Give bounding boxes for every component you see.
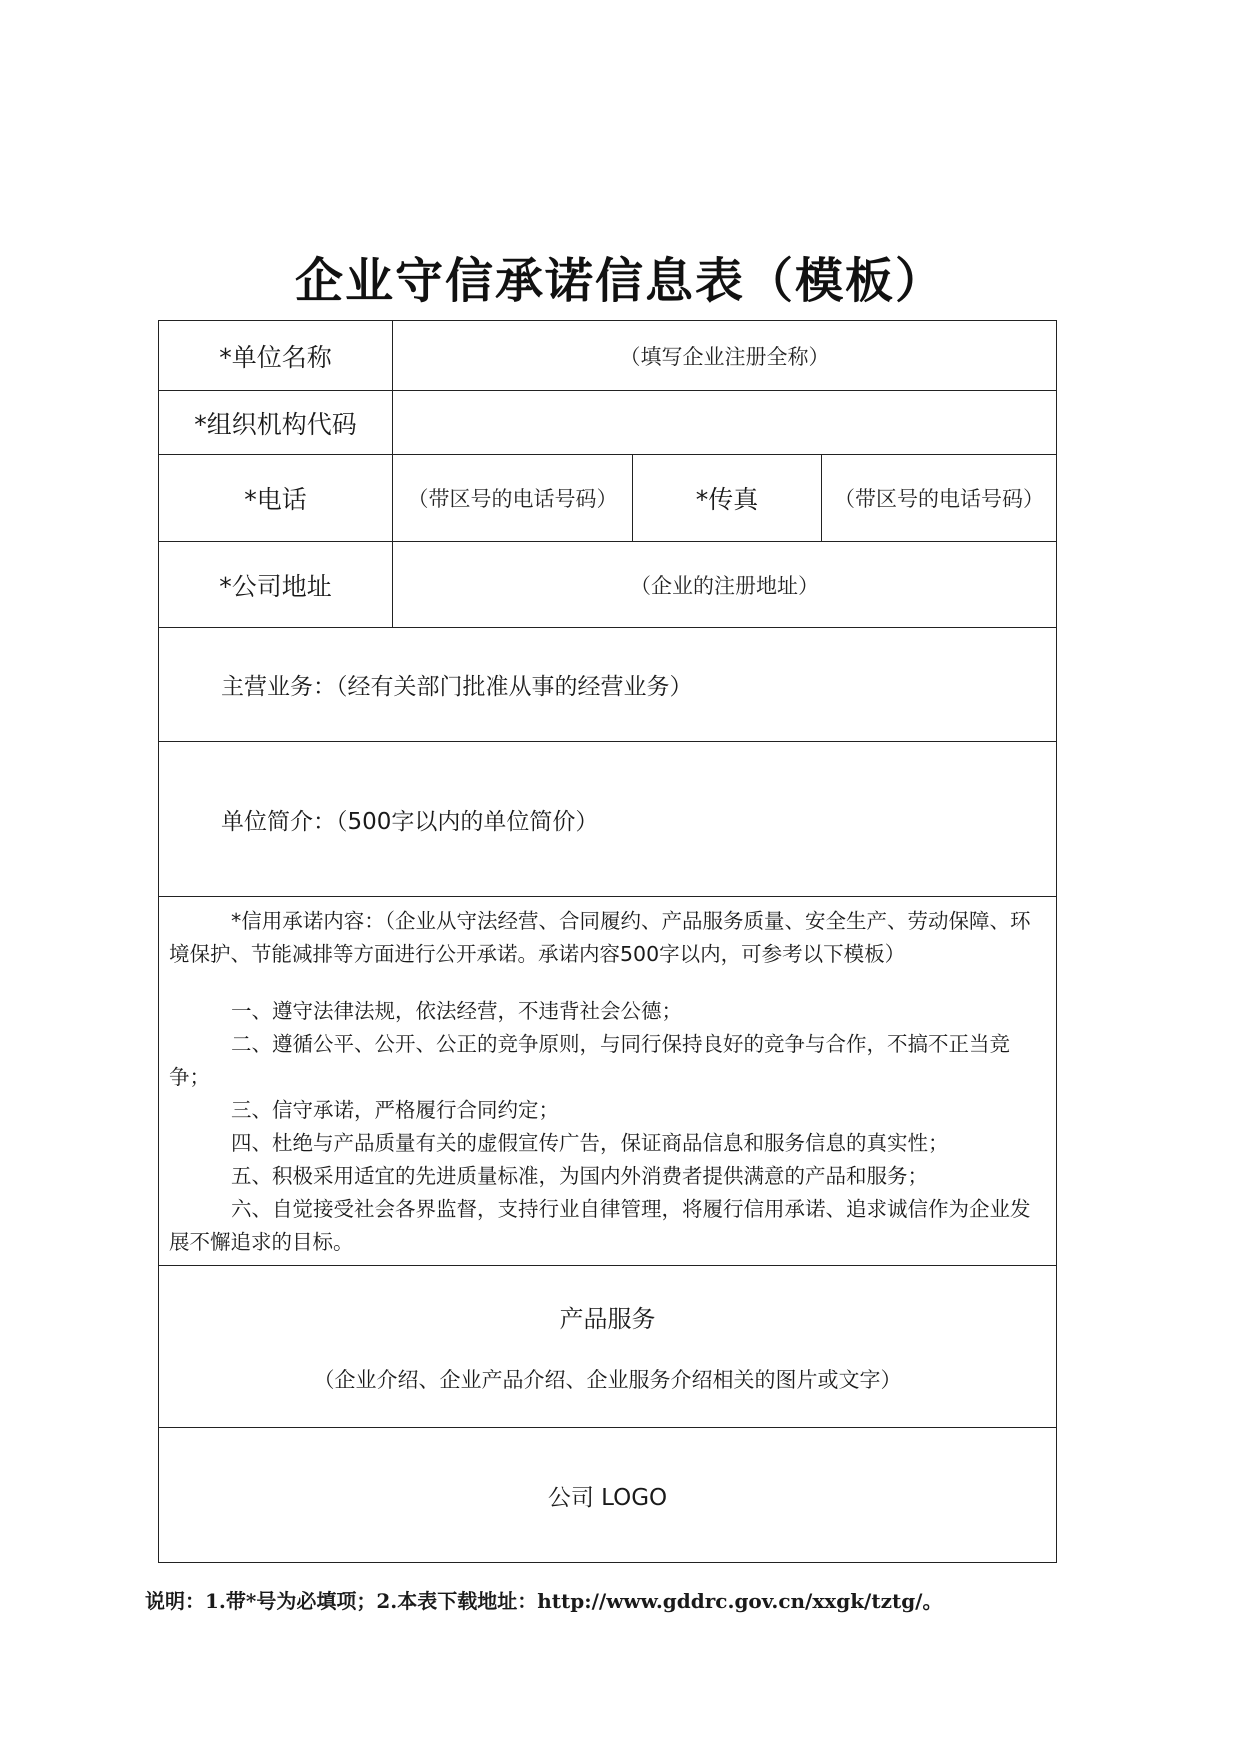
- fax-label: *传真: [633, 455, 822, 542]
- promise-intro: *信用承诺内容：（企业从守法经营、合同履约、产品服务质量、安全生产、劳动保障、环境保护、节能减排等方面进行公开承诺。承诺内容500字以内，可参考以下模板）: [169, 909, 1031, 966]
- row-address: [159, 542, 1057, 628]
- unit-name-label: *单位名称: [159, 321, 393, 391]
- promise-item-2: 二、遵循公平、公开、公正的竞争原则，与同行保持良好的竞争与合作，不搞不正当竞争；: [169, 1032, 1010, 1089]
- row-phone-fax: [159, 455, 1057, 542]
- info-form-table: [158, 320, 1057, 1563]
- promise-item-4: 四、杜绝与产品质量有关的虚假宣传广告，保证商品信息和服务信息的真实性；: [231, 1131, 949, 1155]
- credit-promise-field[interactable]: [159, 897, 1057, 1266]
- promise-item-6: 六、自觉接受社会各界监督，支持行业自律管理，将履行信用承诺、追求诚信作为企业发展不懈追求的目标。: [169, 1197, 1031, 1254]
- promise-item-3: 三、信守承诺，严格履行合同约定；: [231, 1098, 559, 1122]
- fax-field[interactable]: （带区号的电话号码）: [822, 455, 1057, 542]
- address-field[interactable]: （企业的注册地址）: [393, 542, 1057, 628]
- row-org-code: [159, 391, 1057, 455]
- profile-field[interactable]: 单位简介：（500字以内的单位简价）: [159, 742, 1057, 897]
- product-service-field[interactable]: [159, 1266, 1057, 1428]
- main-business-field[interactable]: 主营业务：（经有关部门批准从事的经营业务）: [159, 628, 1057, 742]
- product-service-hint: （企业介绍、企业产品介绍、企业服务介绍相关的图片或文字）: [313, 1368, 902, 1392]
- org-code-label: *组织机构代码: [159, 391, 393, 455]
- document-title: 企业守信承诺信息表（模板）: [294, 253, 945, 309]
- product-service-title: 产品服务: [559, 1305, 656, 1333]
- phone-field[interactable]: （带区号的电话号码）: [393, 455, 633, 542]
- company-logo-field[interactable]: 公司 LOGO: [159, 1428, 1057, 1563]
- org-code-field[interactable]: [393, 391, 1057, 455]
- row-main-business: [159, 628, 1057, 742]
- footnote: 说明：1.带*号为必填项；2.本表下载地址：http://www.gddrc.gov.cn/xxgk/tztg/。: [145, 1589, 943, 1613]
- row-unit-name: [159, 321, 1057, 391]
- promise-item-1: 一、遵守法律法规，依法经营，不违背社会公德；: [231, 999, 682, 1023]
- address-label: *公司地址: [159, 542, 393, 628]
- row-credit-promise: [159, 897, 1057, 1266]
- row-profile: [159, 742, 1057, 897]
- row-company-logo: [159, 1428, 1057, 1563]
- row-product-service: [159, 1266, 1057, 1428]
- unit-name-field[interactable]: （填写企业注册全称）: [393, 321, 1057, 391]
- promise-item-5: 五、积极采用适宜的先进质量标准，为国内外消费者提供满意的产品和服务；: [231, 1164, 928, 1188]
- phone-label: *电话: [159, 455, 393, 542]
